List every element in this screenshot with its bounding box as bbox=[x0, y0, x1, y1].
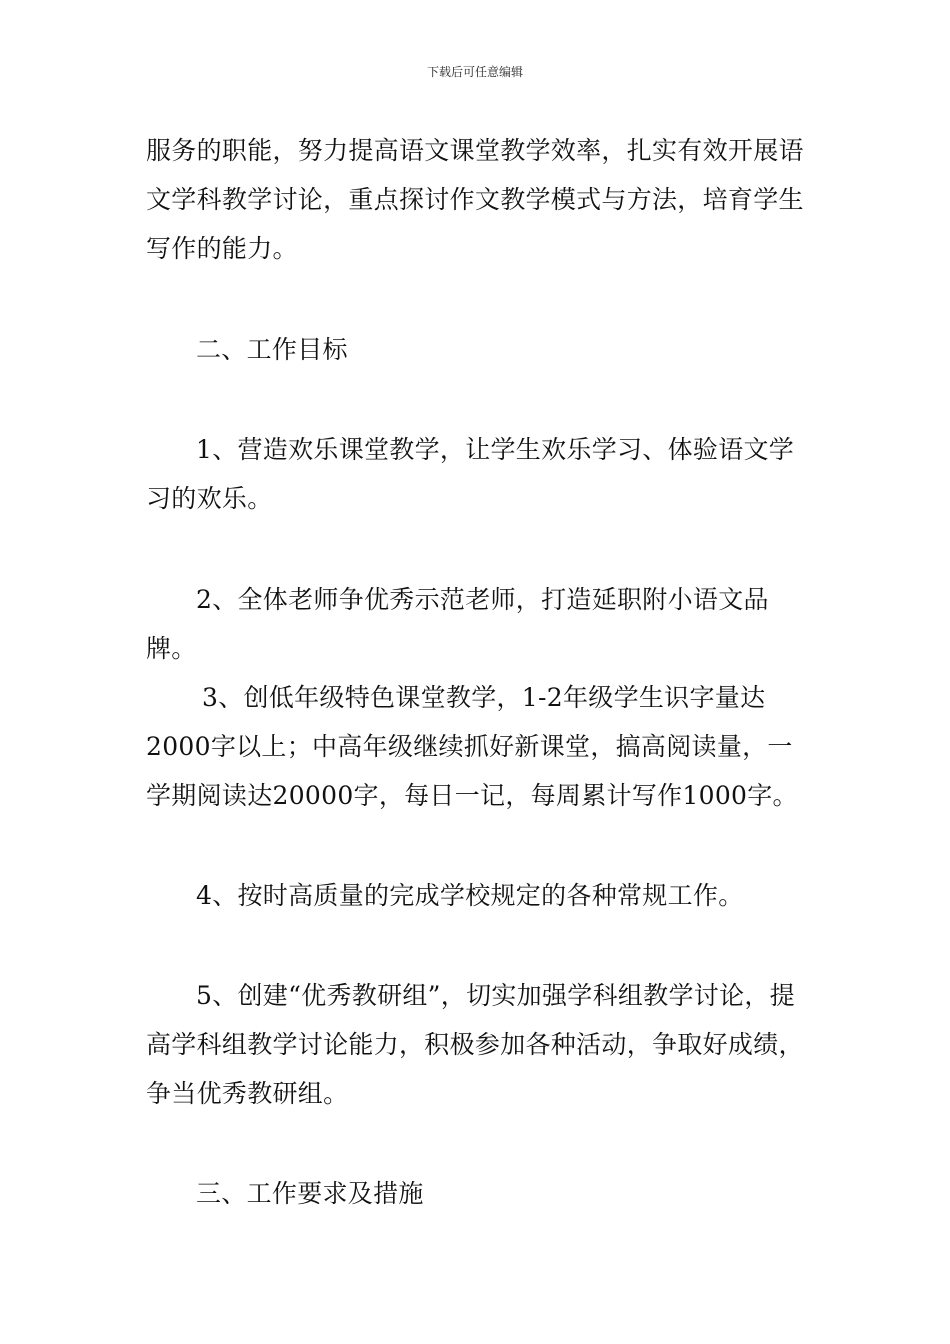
goal-item-5: 5、创建“优秀教研组”，切实加强学科组教学讨论，提高学科组教学讨论能力，积极参加各种活动，争取好成绩，争当优秀教研组。 bbox=[146, 981, 804, 1108]
goal-item-2: 2、全体老师争优秀示范老师，打造延职附小语文品牌。 bbox=[146, 585, 769, 663]
intro-paragraph: 服务的职能，努力提高语文课堂教学效率，扎实有效开展语文学科教学讨论，重点探讨作文教学模式与方法，培育学生写作的能力。 bbox=[146, 136, 804, 263]
goal-item-3: 3、创低年级特色课堂教学，1-2年级学生识字量达2000字以上；中高年级继续抓好新课堂，搞高阅读量，一学期阅读达20000字，每日一记，每周累计写作1000字。 bbox=[146, 683, 798, 810]
goal-item-1: 1、营造欢乐课堂教学，让学生欢乐学习、体验语文学习的欢乐。 bbox=[146, 435, 795, 513]
goal-item-4: 4、按时高质量的完成学校规定的各种常规工作。 bbox=[196, 881, 744, 910]
section-heading-goals: 二、工作目标 bbox=[196, 335, 348, 364]
page-header-note: 下载后可任意编辑 bbox=[426, 65, 523, 79]
section-heading-requirements: 三、工作要求及措施 bbox=[196, 1179, 424, 1208]
